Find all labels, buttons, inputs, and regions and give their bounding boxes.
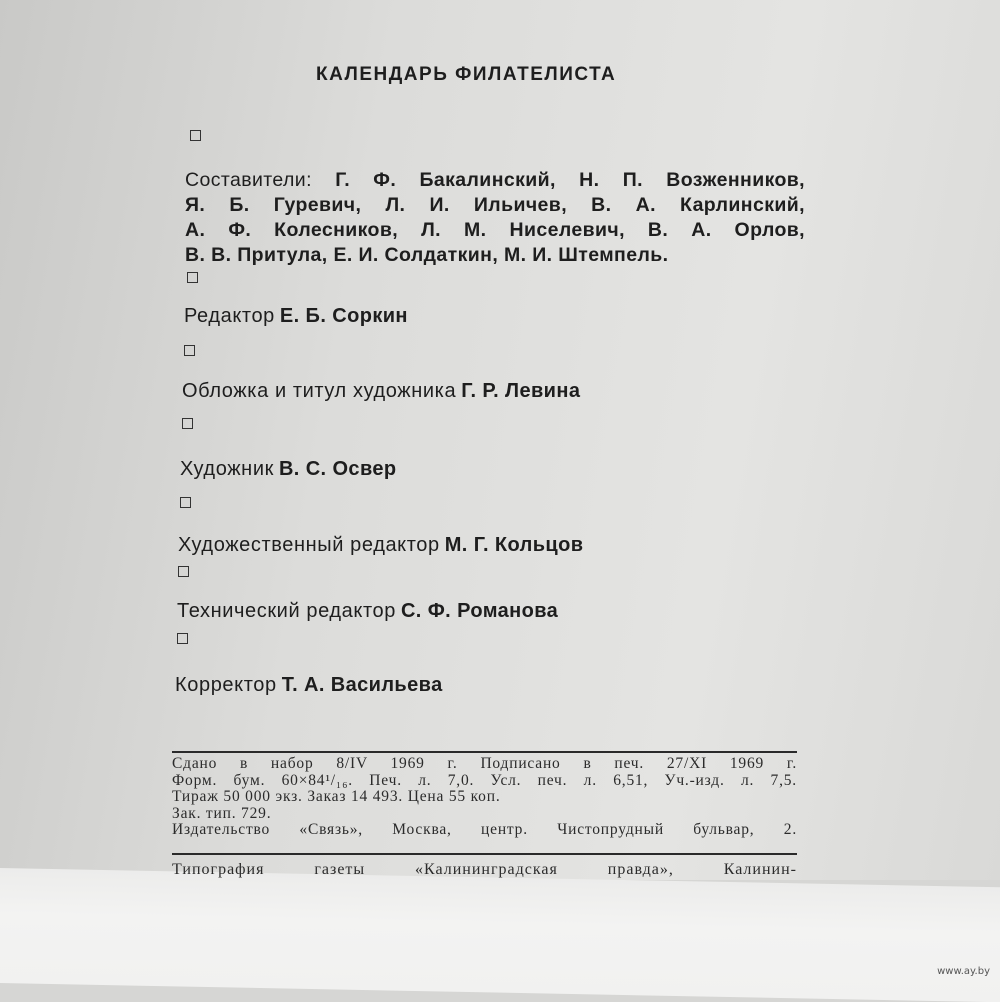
credit-name: Т. А. Васильева <box>281 674 443 696</box>
page-bottom-edge <box>0 868 1000 1002</box>
imprint-line: Форм. бум. 60×84¹/₁₆. Печ. л. 7,0. Усл. печ. л. 6,51, Уч.-изд. л. 7,5. <box>172 771 797 789</box>
imprint-block <box>172 756 797 839</box>
compilers-line-4: В. В. Притула, Е. И. Солдаткин, М. И. Штемпель. <box>185 244 669 266</box>
imprint-line: Зак. тип. 729. <box>172 804 272 822</box>
credit-editor <box>184 305 408 328</box>
separator-square-icon <box>180 497 191 508</box>
imprint-top-rule <box>172 751 797 753</box>
compilers-line-3: А. Ф. Колесников, Л. М. Ниселевич, В. А. Орлов, <box>185 219 805 241</box>
credit-proofreader <box>175 674 443 697</box>
imprint-line: Издательство «Связь», Москва, центр. Чистопрудный бульвар, 2. <box>172 821 797 838</box>
separator-square-icon <box>187 272 198 283</box>
separator-square-icon <box>184 345 195 356</box>
imprint-line: Сдано в набор 8/IV 1969 г. Подписано в печ. 27/XI 1969 г. <box>172 755 797 772</box>
printer-line: Типография газеты «Калининградская правда», Калинин- <box>172 861 797 878</box>
credit-name: С. Ф. Романова <box>400 600 559 622</box>
credit-cover-artist <box>182 380 580 403</box>
separator-square-icon <box>182 418 193 429</box>
separator-square-icon <box>177 633 188 644</box>
credit-artist <box>180 458 397 481</box>
book-title: КАЛЕНДАРЬ ФИЛАТЕЛИСТА <box>316 64 617 85</box>
separator-square-icon <box>178 566 189 577</box>
credit-technical-editor <box>177 600 558 623</box>
compilers-line-2: Я. Б. Гуревич, Л. И. Ильичев, В. А. Карлинский, <box>185 194 805 216</box>
compilers-label: Составители: <box>185 169 312 191</box>
credit-role: Корректор <box>175 674 277 696</box>
imprint-line: Тираж 50 000 экз. Заказ 14 493. Цена 55 коп. <box>172 788 501 805</box>
credit-role: Редактор <box>184 305 275 327</box>
credit-name: Е. Б. Соркин <box>279 305 408 327</box>
compilers-block <box>185 168 805 268</box>
credit-name: Г. Р. Левина <box>461 380 581 402</box>
separator-square-icon <box>190 130 201 141</box>
compilers-line-1 <box>185 168 805 193</box>
compilers-names-1: Г. Ф. Бакалинский, Н. П. Возженников, <box>335 169 805 191</box>
credit-role: Обложка и титул художника <box>182 380 457 402</box>
credit-role: Технический редактор <box>177 600 396 622</box>
credit-name: М. Г. Кольцов <box>444 534 584 556</box>
credit-art-editor <box>178 534 583 557</box>
credit-name: В. С. Освер <box>278 458 397 480</box>
credit-role: Художник <box>180 458 274 480</box>
imprint-bottom-rule <box>172 853 797 855</box>
credit-role: Художественный редактор <box>178 534 440 556</box>
watermark: www.ay.by <box>937 966 990 977</box>
